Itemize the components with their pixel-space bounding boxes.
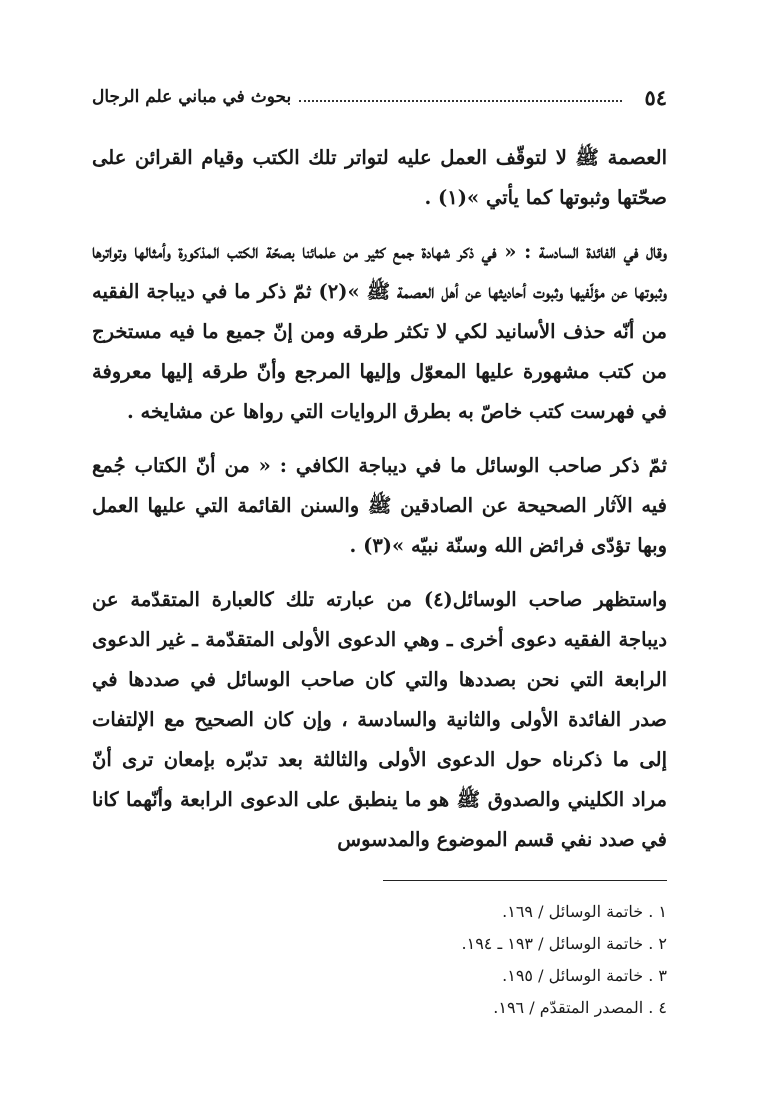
- paragraph-1: العصمة ﷺ لا لتوقّف العمل عليه لتواتر تلك الكتب وقيام القرائن على صحّتها وثبوتها كما يأتي »(١) .: [92, 146, 667, 209]
- main-text: [92, 138, 667, 860]
- page-header: [92, 82, 667, 112]
- footnote-4: ٤ . المصدر المتقدّم / ١٩٦.: [493, 998, 667, 1017]
- header-dot-leader: [299, 100, 622, 102]
- paragraph-3: ثمّ ذكر صاحب الوسائل ما في ديباجة الكافي : « من أنّ الكتاب جُمع فيه الآثار الصحيحة عن الصادقين ﷺ والسنن القائمة التي عليها العمل وبها تؤدّى فرائض الله وسنّة نبيّه »(٣) .: [92, 454, 667, 557]
- footnote-1: ١ . خاتمة الوسائل / ١٦٩.: [502, 902, 667, 921]
- footnotes: [92, 896, 667, 1024]
- page-number: ٥٤: [644, 84, 667, 110]
- running-title: بحوث في مباني علم الرجال: [92, 87, 292, 107]
- paragraph-4: واستظهر صاحب الوسائل(٤) من عبارته تلك كالعبارة المتقدّمة عن ديباجة الفقيه دعوى أخرى ـ وهي الدعوى الأولى المتقدّمة ـ غير الدعوى الرابعة التي نحن بصددها والتي كان صاحب الوسائل في صددها في صدر الفائدة الأولى والثانية والسادسة ، وإن كان الصحيح مع الإلتفات إلى ما ذكرناه حول الدعوى الأولى والثالثة بعد تدبّره بإمعان ترى أنّ مراد الكليني والصدوق ﷺ هو ما ينطبق على الدعوى الرابعة وأنّهما كانا في صدد نفي قسم الموضوع والمدسوس: [92, 588, 667, 851]
- paragraph-2: وقال في الفائدة السادسة : « في ذكر شهادة جمع كثير من علمائنا بصحّة الكتب المذكورة وأمثالها وتواترها وثبوتها عن مؤلّفيها وثبوت أحاديثها عن أهل العصمة ﷺ »(٢) ثمّ ذكر ما في ديباجة الفقيه من أنّه حذف الأسانيد لكي لا تكثر طرقه ومن إنّ جميع ما فيه مستخرج من كتب مشهورة عليها المعوّل وإليها المرجع وأنّ طرقه إليها معروفة في فهرست كتب خاصّ به بطرق الروايات التي رواها عن مشايخه .: [92, 240, 667, 423]
- footnote-3: ٣ . خاتمة الوسائل / ١٩٥.: [502, 966, 667, 985]
- footnote-separator: [383, 880, 667, 881]
- footnote-2: ٢ . خاتمة الوسائل / ١٩٣ ـ ١٩٤.: [461, 934, 667, 953]
